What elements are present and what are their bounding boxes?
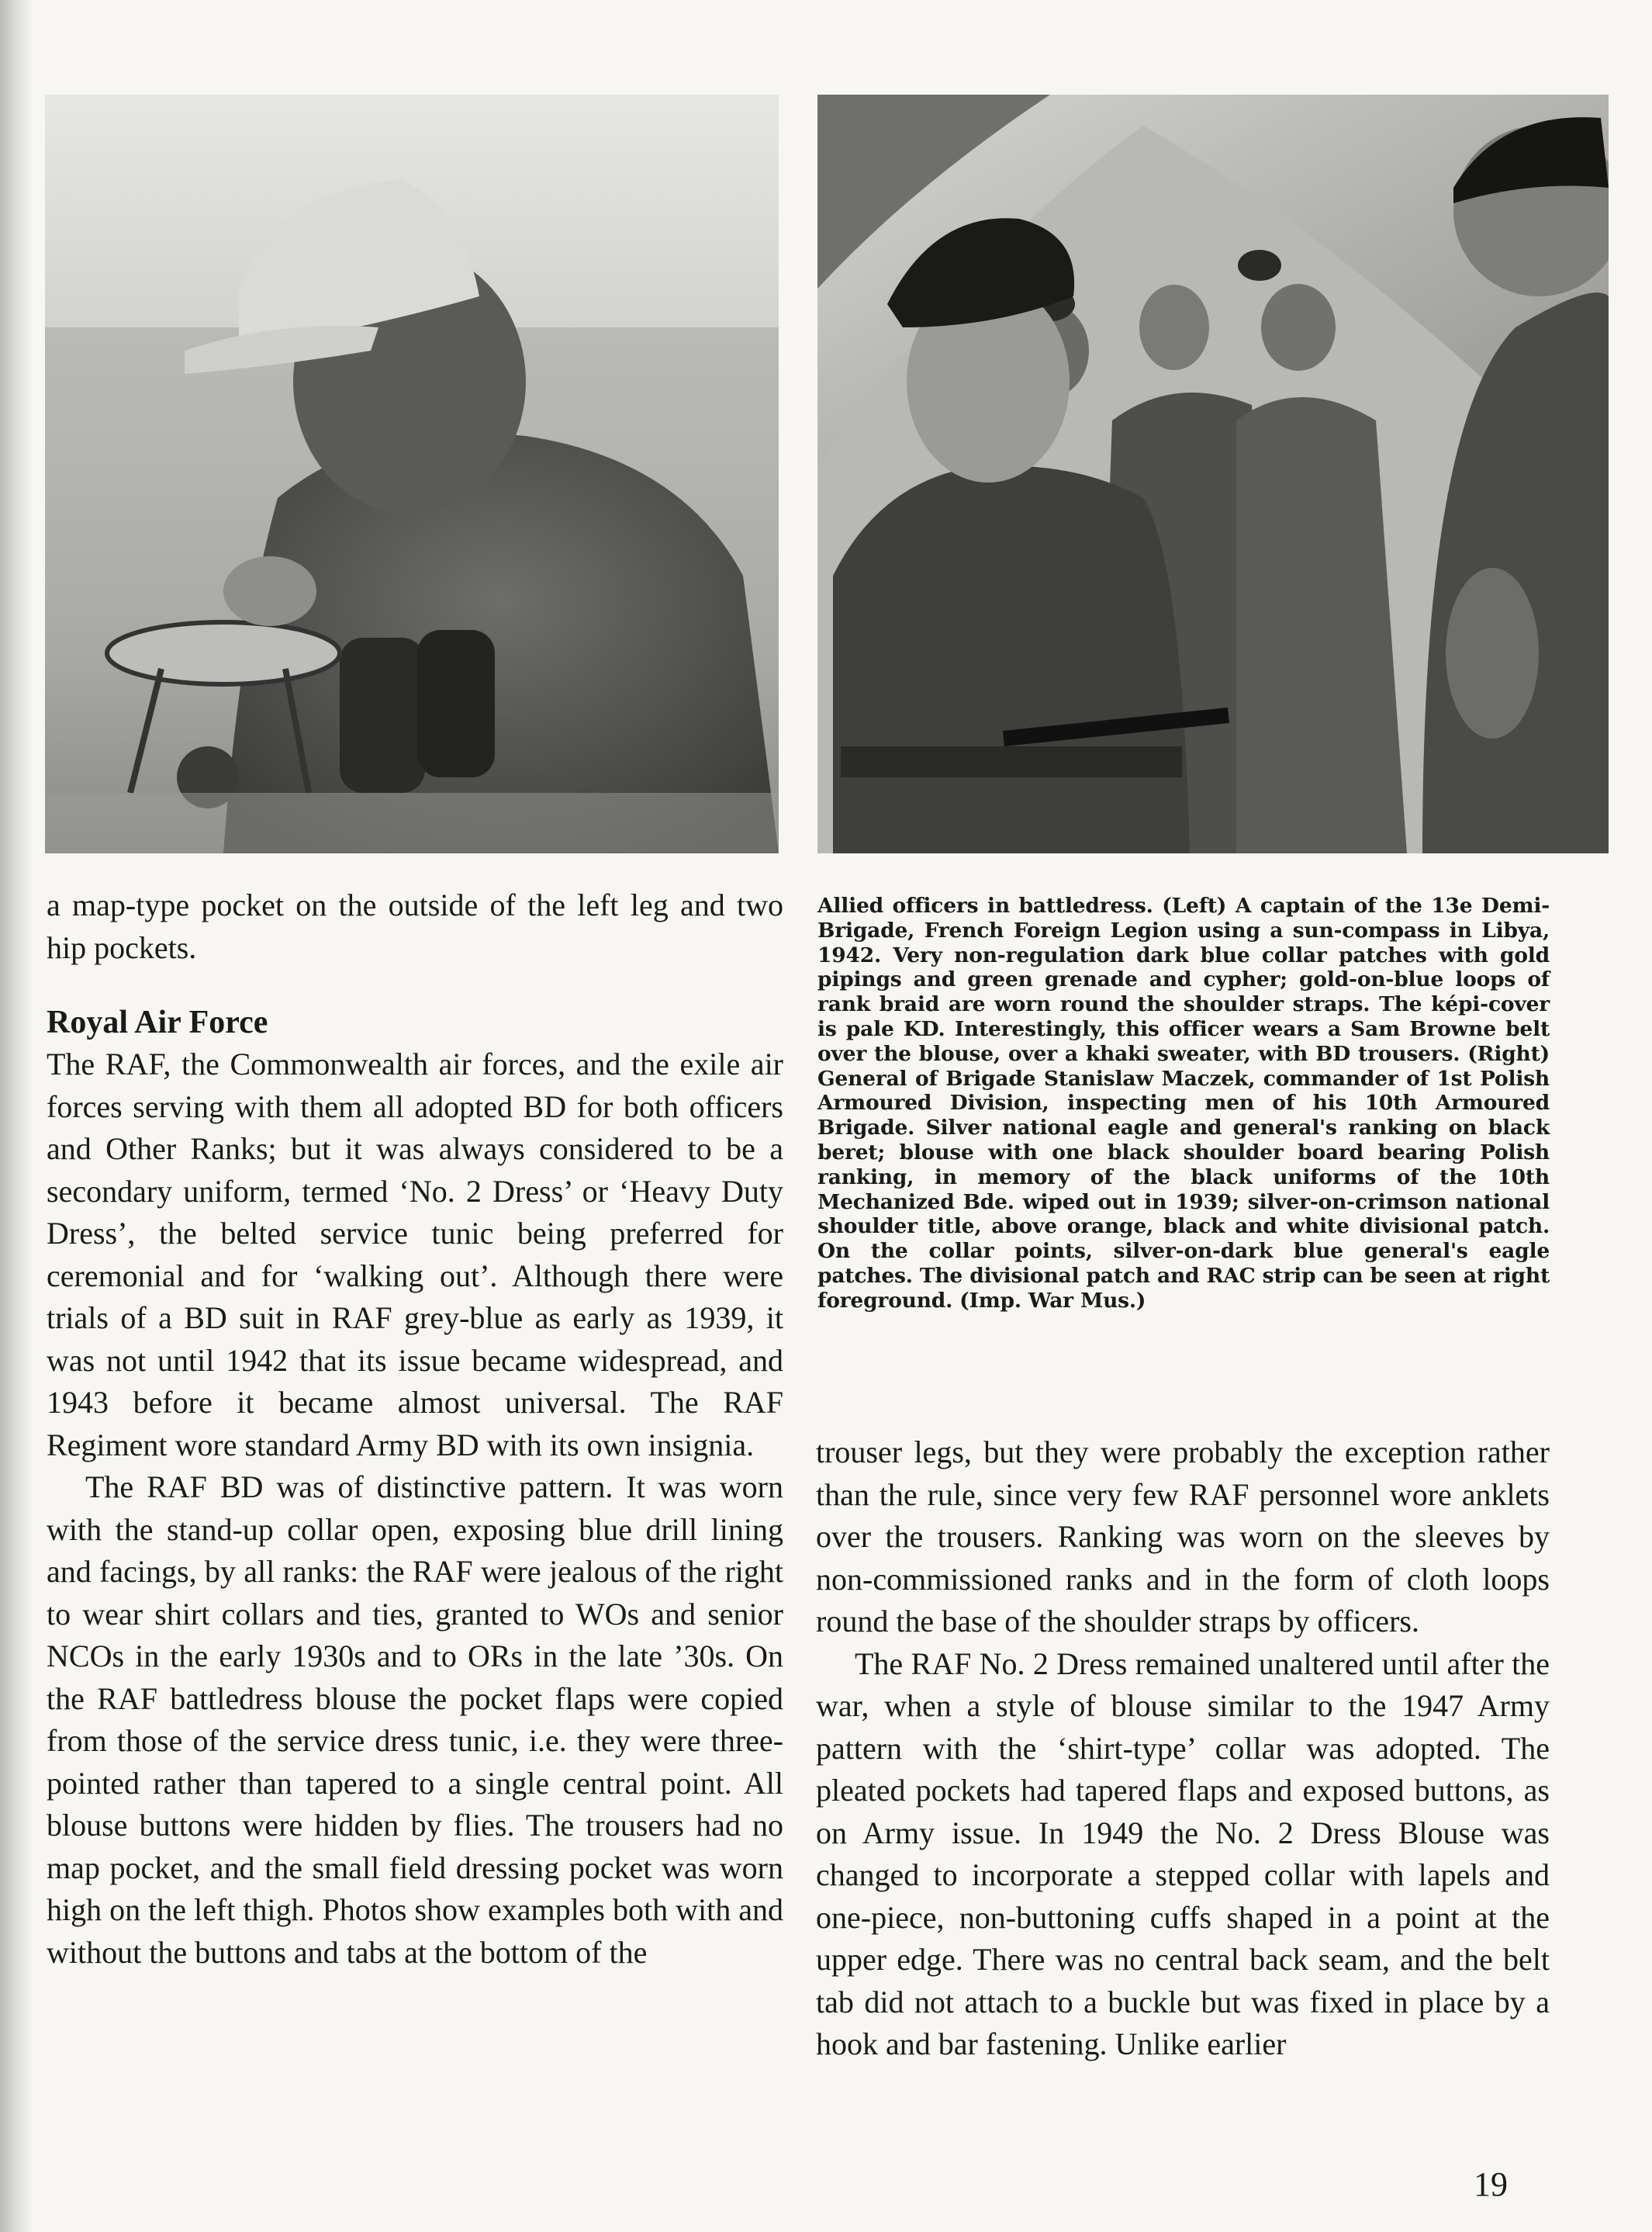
- paragraph: a map-type pocket on the outside of the left leg and two hip pockets.: [47, 888, 783, 965]
- paragraph: The RAF No. 2 Dress remained unaltered until after the war, when a style of blouse similar to the 1947 Army pattern with the ‘shirt-type’ collar was adopted. The pleated pockets had tapered flaps and exposed buttons, as on Army issue. In 1949 the No. 2 Dress Blouse was changed to incorporate a stepped collar with lapels and one-piece, non-buttoning cuffs shaped in a point at the upper edge. There was no central back seam, and the belt tab did not attach to a buckle but was fixed in place by a hook and bar fastening. Unlike earlier: [816, 1645, 1550, 2061]
- caption-text: Allied officers in battledress. (Left) A captain of the 13e Demi-Brigade, French Foreign Legion using a sun-compass in Libya, 1942. Very non-regulation dark blue collar patches with gold pipings and green grenade and cypher; gold-on-blue loops of rank braid are worn round the shoulder straps. The képi-cover is pale KD. Interestingly, this officer wears a Sam Browne belt over the blouse, over a khaki sweater, with BD trousers. (Right) General of Brigade Stanislaw Maczek, commander of 1st Polish Armoured Division, inspecting men of his 10th Armoured Brigade. Silver national eagle and general's ranking on black beret; blouse with one black shoulder board bearing Polish ranking, in memory of the black uniforms of the 10th Mechanized Bde. wiped out in 1939; silver-on-crimson national shoulder title, above orange, black and white divisional patch. On the collar points, silver-on-dark blue general's eagle patches. The divisional patch and RAC strip can be seen at right foreground. (Imp. War Mus.): [817, 894, 1550, 1313]
- photo-general-maczek: [817, 95, 1609, 853]
- page-gutter-shadow: [0, 0, 33, 2232]
- left-text-column: [47, 884, 783, 1974]
- paragraph: The RAF, the Commonwealth air forces, and the exile air forces serving with them all adopted BD for both officers and Other Ranks; but it was always considered to be a secondary uniform, termed ‘No. 2 Dress’ or ‘Heavy Duty Dress’, the belted service tunic being preferred for ceremonial and for ‘walking out’. Although there were trials of a BD suit in RAF grey-blue as early as 1939, it was not until 1942 that its issue became widespread, and 1943 before it became almost universal. The RAF Regiment wore standard Army BD with its own insignia.: [47, 1047, 783, 1462]
- photo-captain-sun-compass: [45, 95, 779, 853]
- paragraph: trouser legs, but they were probably the exception rather than the rule, since very few RAF personnel wore anklets over the trousers. Ranking was worn on the sleeves by non-commissioned ranks and in the form of cloth loops round the base of the shoulder straps by officers.: [816, 1434, 1550, 1639]
- section-heading: Royal Air Force: [47, 1005, 268, 1040]
- paragraph: The RAF BD was of distinctive pattern. It was worn with the stand-up collar open, exposing blue drill lining and facings, by all ranks: the RAF were jealous of the right to wear shirt collars and ties, granted to WOs and senior NCOs in the early 1930s and to ORs in the late ’30s. On the RAF battledress blouse the pocket flaps were copied from those of the service dress tunic, i.e. they were three-pointed rather than tapered to a single central point. All blouse buttons were hidden by flies. The trousers had no map pocket, and the small field dressing pocket was worn high on the left thigh. Photos show examples both with and without the buttons and tabs at the bottom of the: [47, 1469, 783, 1970]
- photo-caption: [817, 894, 1550, 1313]
- page-number: 19: [1474, 2165, 1508, 2203]
- right-text-column: [816, 1431, 1550, 2066]
